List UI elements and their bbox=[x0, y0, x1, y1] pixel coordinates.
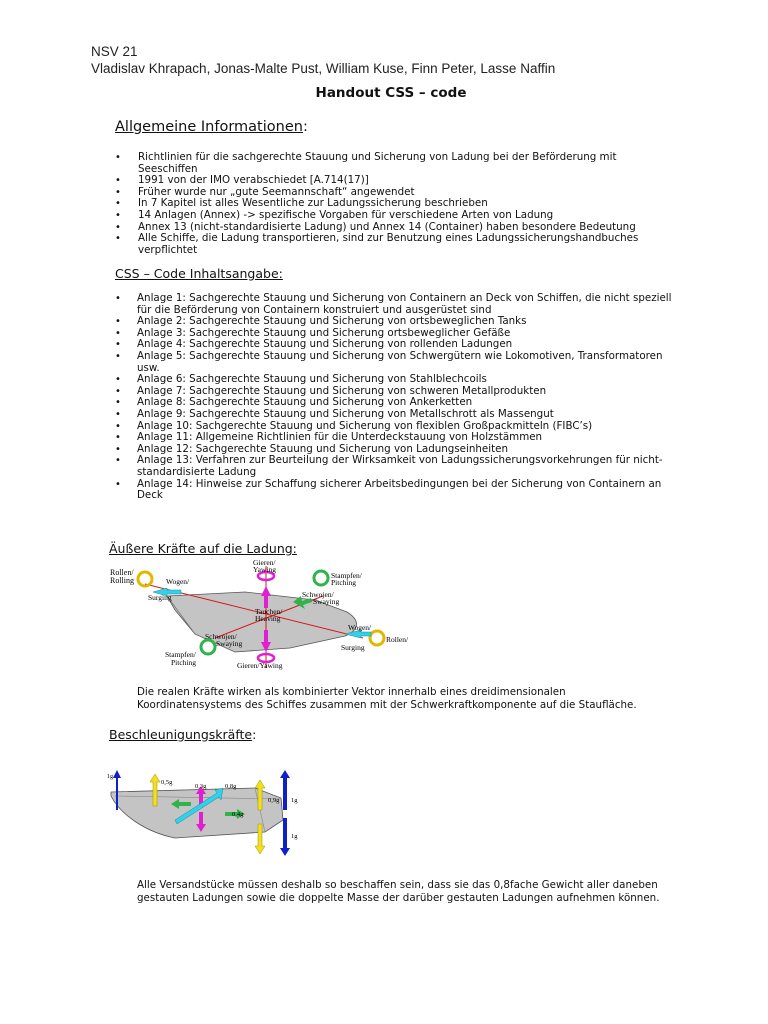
list-item: • Anlage 8: Sachgerechte Stauung und Sicherung von Ankerketten bbox=[115, 396, 473, 409]
list-item: • Anlage 1: Sachgerechte Stauung und Sicherung von Containern an Deck von Schiffen, die nicht speziell für die Beförderung von Containern konstruiert und ausgerüstet sind bbox=[115, 292, 672, 316]
list-item: • 14 Anlagen (Annex) -> spezifische Vorgaben für verschiedene Arten von Ladung bbox=[115, 208, 554, 221]
course-code: NSV 21 bbox=[91, 44, 138, 59]
label-08g: 0,8g bbox=[225, 783, 237, 790]
pitching-icon-top bbox=[314, 571, 328, 585]
label-1g-right-top: 1g bbox=[291, 797, 298, 804]
label-pitching-left: Pitching bbox=[171, 658, 197, 667]
label-pitching-right: Pitching bbox=[331, 578, 357, 587]
label-1g-left: 1g bbox=[107, 774, 113, 780]
label-tauchen: Tauchen/ bbox=[255, 607, 283, 616]
label-surging-left: Surging bbox=[148, 593, 172, 602]
label-yawing-top: Yawing bbox=[253, 565, 276, 574]
acceleration-caption: Alle Versandstücke müssen deshalb so beschaffen sein, dass sie das 0,8fache Gewicht aller daneben gestauten Ladungen sowie die doppelte Masse der darüber gestauten Ladungen aufnehmen können. bbox=[137, 879, 660, 904]
acceleration-diagram bbox=[105, 766, 305, 860]
list-item: • Anlage 12: Sachgerechte Stauung und Sicherung von Ladungseinheiten bbox=[115, 442, 509, 455]
rolling-icon-right bbox=[370, 631, 384, 645]
list-item: • Anlage 11: Allgemeine Richtlinien für die Unterdeckstauung von Holzstämmen bbox=[115, 431, 543, 444]
label-stampfen-right: Stampfen/ bbox=[331, 571, 362, 580]
label-09g: 0,9g bbox=[268, 797, 280, 804]
label-gieren-top: Gieren/ bbox=[253, 558, 276, 567]
contents-heading: CSS – Code Inhaltsangabe: bbox=[115, 266, 283, 281]
acceleration-heading bbox=[109, 727, 256, 742]
label-swaying-right: Swaying bbox=[313, 597, 340, 606]
general-info-heading-text: Allgemeine Informationen bbox=[115, 119, 303, 135]
ship-motion-diagram bbox=[105, 556, 425, 674]
general-info-heading-colon: : bbox=[302, 119, 308, 135]
forces-caption: Die realen Kräfte wirken als kombinierter Vektor innerhalb eines dreidimensionalen Koordinatensystems des Schiffes zusammen mit der Schwerkraftkomponente auf die Staufläche. bbox=[137, 686, 637, 711]
list-item: • Anlage 3: Sachgerechte Stauung und Sicherung ortsbeweglicher Gefäße bbox=[115, 326, 511, 339]
label-wogen-right: Wogen/ bbox=[348, 623, 372, 632]
rolling-icon-left bbox=[138, 572, 152, 586]
hull-side-view bbox=[111, 788, 283, 838]
label-04g: 0,4g bbox=[232, 811, 244, 818]
label-schwojen-right: Schwojen/ bbox=[302, 590, 334, 599]
label-heaving: Heaving bbox=[255, 614, 281, 623]
list-item: • Früher wurde nur „gute Seemannschaft“ angewendet bbox=[115, 185, 415, 198]
document-title: Handout CSS – code bbox=[315, 85, 467, 101]
list-item: • Anlage 2: Sachgerechte Stauung und Sicherung von ortsbeweglichen Tanks bbox=[115, 315, 527, 328]
acceleration-heading-colon: : bbox=[252, 727, 257, 742]
label-schwojen-left: Schwojen/ bbox=[205, 632, 237, 641]
label-1g-right-bottom: 1g bbox=[291, 833, 298, 840]
general-info-heading bbox=[115, 119, 308, 135]
list-item: • Anlage 13: Verfahren zur Beurteilung der Wirksamkeit von Ladungssicherungsvorkehrungen für nicht- standardisierte Ladung bbox=[115, 454, 663, 478]
acceleration-heading-text: Beschleunigungskräfte bbox=[109, 727, 253, 742]
label-surging-right: Surging bbox=[341, 643, 365, 652]
pitching-icon-bottom bbox=[201, 640, 215, 654]
label-swaying-left: Swaying bbox=[216, 639, 243, 648]
list-item: • Anlage 6: Sachgerechte Stauung und Sicherung von Stahlblechcoils bbox=[115, 373, 487, 386]
list-item: • Richtlinien für die sachgerechte Stauung und Sicherung von Ladung bei der Beförderung mit Seeschiffen bbox=[115, 151, 617, 175]
list-item: • 1991 von der IMO verabschiedet [A.714(17)] bbox=[115, 174, 369, 187]
list-item: • Anlage 10: Sachgerechte Stauung und Sicherung von flexiblen Großpackmitteln (FIBC’s) bbox=[115, 419, 593, 432]
list-item: • Annex 13 (nicht-standardisierte Ladung) und Annex 14 (Container) haben besondere Bedeutung bbox=[115, 220, 636, 233]
label-03g: 0,3g bbox=[195, 783, 207, 790]
label-rolling-left: Rolling bbox=[110, 576, 135, 585]
label-rollen-left: Rollen/ bbox=[110, 568, 134, 577]
list-item: • In 7 Kapitel ist alles Wesentliche zur Ladungssicherung beschrieben bbox=[115, 197, 488, 210]
label-rollen-right: Rollen/ bbox=[386, 635, 409, 644]
author-list: Vladislav Khrapach, Jonas-Malte Pust, William Kuse, Finn Peter, Lasse Naffin bbox=[91, 61, 556, 76]
list-item: • Anlage 9: Sachgerechte Stauung und Sicherung von Metallschrott als Massengut bbox=[115, 407, 554, 420]
contents-list bbox=[115, 293, 695, 502]
label-05g: 0,5g bbox=[161, 779, 173, 786]
label-stampfen-left: Stampfen/ bbox=[165, 650, 196, 659]
list-item: • Anlage 5: Sachgerechte Stauung und Sicherung von Schwergütern wie Lokomotiven, Transformatoren usw. bbox=[115, 349, 663, 374]
list-item: • Anlage 4: Sachgerechte Stauung und Sicherung von rollenden Ladungen bbox=[115, 338, 513, 351]
label-wogen-left: Wogen/ bbox=[166, 577, 190, 586]
external-forces-heading: Äußere Kräfte auf die Ladung: bbox=[109, 541, 297, 556]
vertical-arrow-right-down bbox=[280, 818, 290, 856]
list-item: • Anlage 7: Sachgerechte Stauung und Sicherung von schweren Metallprodukten bbox=[115, 384, 547, 397]
general-info-list bbox=[115, 152, 675, 256]
label-gieren-bottom: Gieren/Yawing bbox=[237, 661, 283, 670]
list-item: • Alle Schiffe, die Ladung transportieren, sind zur Benutzung eines Ladungssicherungshandbuches verpflichtet bbox=[115, 232, 639, 256]
list-item: • Anlage 14: Hinweise zur Schaffung sicherer Arbeitsbedingungen bei der Sicherung von Containern an Deck bbox=[115, 477, 662, 502]
